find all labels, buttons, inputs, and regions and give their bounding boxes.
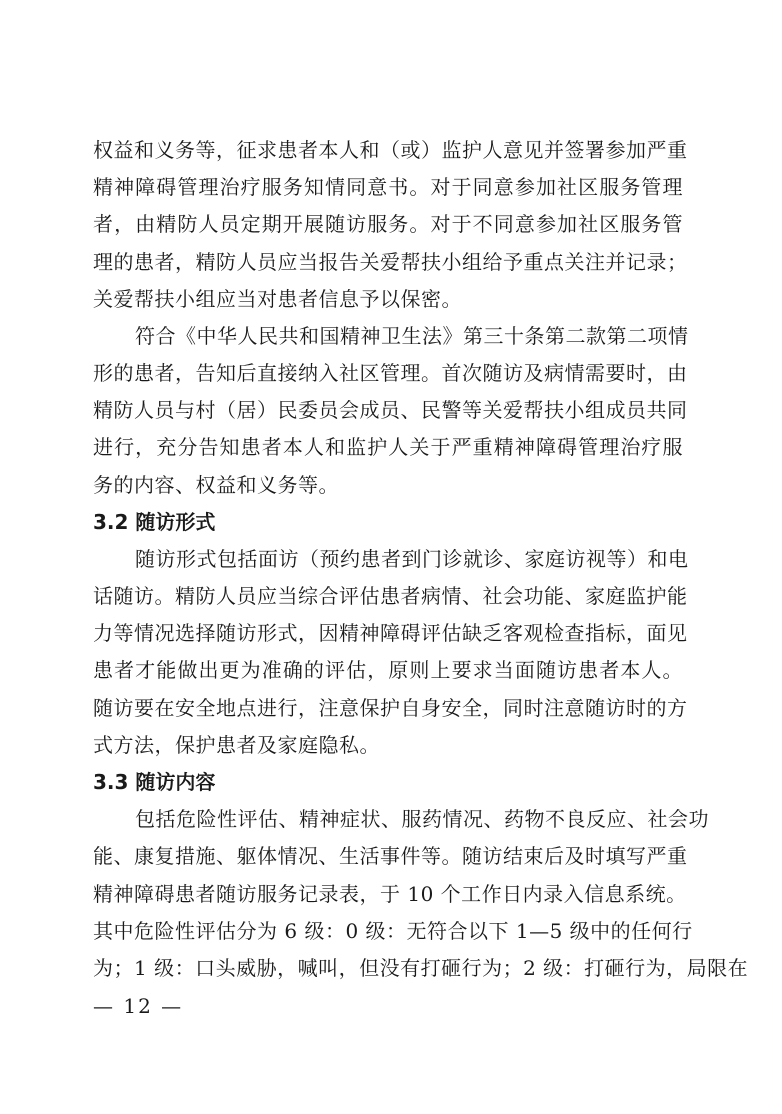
section-3-3-line-3: 精神障碍患者随访服务记录表，于 10 个工作日内录入信息系统。 <box>93 882 687 906</box>
section-3-3-heading: 3.3 随访内容 <box>93 770 216 794</box>
section-3-2-line-5: 随访要在安全地点进行，注意保护自身安全，同时注意随访时的方 <box>93 696 688 720</box>
section-3-3-line-2: 能、康复措施、躯体情况、生活事件等。随访结束后及时填写严重 <box>93 844 688 868</box>
section-3-2-heading: 3.2 随访形式 <box>93 510 216 534</box>
paragraph-2-line-2: 形的患者，告知后直接纳入社区管理。首次随访及病情需要时，由 <box>93 361 688 385</box>
paragraph-1-line-5: 关爱帮扶小组应当对患者信息予以保密。 <box>93 287 462 311</box>
section-3-2-line-3: 力等情况选择随访形式，因精神障碍评估缺乏客观检查指标，面见 <box>93 621 688 645</box>
section-3-3-line-1: 包括危险性评估、精神症状、服药情况、药物不良反应、社会功 <box>135 807 709 831</box>
section-3-2-line-1: 随访形式包括面访（预约患者到门诊就诊、家庭访视等）和电 <box>135 547 689 571</box>
paragraph-1-line-3: 者，由精防人员定期开展随访服务。对于不同意参加社区服务管 <box>93 212 683 236</box>
paragraph-1-line-2: 精神障碍管理治疗服务知情同意书。对于同意参加社区服务管理 <box>93 175 683 199</box>
paragraph-2-line-4: 进行，充分告知患者本人和监护人关于严重精神障碍管理治疗服 <box>93 435 683 459</box>
section-3-2-line-2: 话随访。精防人员应当综合评估患者病情、社会功能、家庭监护能 <box>93 584 688 608</box>
paragraph-2-line-5: 务的内容、权益和义务等。 <box>93 473 339 497</box>
section-3-2-line-4: 患者才能做出更为准确的评估，原则上要求当面随访患者本人。 <box>93 658 683 682</box>
paragraph-2-line-3: 精防人员与村（居）民委员会成员、民警等关爱帮扶小组成员共同 <box>93 398 688 422</box>
paragraph-1-line-4: 理的患者，精防人员应当报告关爱帮扶小组给予重点关注并记录； <box>93 250 688 274</box>
section-3-2-line-6: 式方法，保护患者及家庭隐私。 <box>93 733 380 757</box>
paragraph-2-line-1: 符合《中华人民共和国精神卫生法》第三十条第二款第二项情 <box>135 324 689 348</box>
page-number: — 12 — <box>93 994 184 1018</box>
section-3-3-line-4: 其中危险性评估分为 6 级：0 级：无符合以下 1—5 级中的任何行 <box>93 919 693 943</box>
paragraph-1-line-1: 权益和义务等，征求患者本人和（或）监护人意见并签署参加严重 <box>93 138 688 162</box>
section-3-3-line-5: 为；1 级：口头威胁，喊叫，但没有打砸行为；2 级：打砸行为，局限在 <box>93 956 749 980</box>
